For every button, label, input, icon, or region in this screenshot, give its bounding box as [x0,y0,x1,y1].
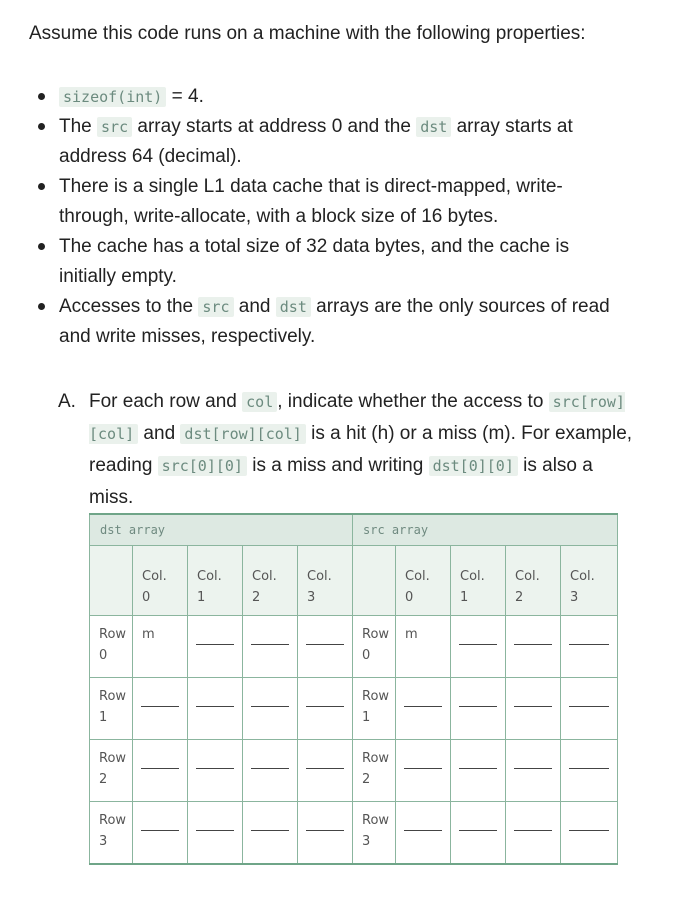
col-word: Col. [570,569,595,584]
text: , indicate whether the access to [277,391,549,412]
dst-r0-c0-answer: m [133,616,188,678]
row-header [353,678,396,740]
row-header [353,740,396,802]
col-header [243,546,298,616]
row-number: 2 [362,772,371,787]
text: array starts at address 0 and the [132,116,417,137]
answer-blank[interactable] [188,802,243,864]
bullet-dot-icon [38,303,45,310]
text: and [138,423,181,444]
code-src: src [198,297,233,317]
col-word: Col. [405,569,430,584]
answer-blank[interactable] [451,740,506,802]
cache-table [89,513,618,865]
col-header [451,546,506,616]
src-array-header [353,514,618,546]
col-word: Col. [307,569,332,584]
col-word: Col. [252,569,277,584]
table-row [90,616,618,678]
row-word: Row [99,813,127,828]
question-a [58,386,638,514]
text: = 4. [166,86,204,107]
answer-blank[interactable] [561,802,618,864]
col-header [298,546,353,616]
answer-blank[interactable] [451,678,506,740]
col-number: 2 [252,590,261,605]
text: The cache has a total size of 32 data bytes, and the cache is initially empty. [59,236,570,287]
text: array starts at address 64 (decimal). [59,116,573,167]
answer-blank[interactable] [451,802,506,864]
answer-blank[interactable] [133,678,188,740]
answer-blank[interactable] [133,740,188,802]
src-r0-c0-answer: m [396,616,451,678]
answer-blank[interactable] [396,740,451,802]
row-header [90,740,133,802]
row-number: 2 [99,772,108,787]
list-item [22,292,622,352]
col-word: Col. [197,569,222,584]
bullet-dot-icon [38,93,45,100]
answer-blank[interactable] [561,678,618,740]
text: There is a single L1 data cache that is direct-mapped, write-through, write-allocate, with a block size of 16 bytes. [59,176,563,227]
col-word: Col. [460,569,485,584]
col-word: Col. [142,569,167,584]
text: is a hit (h) or a miss (m). For example, reading [89,423,633,476]
code-dst-0-0: dst[0][0] [429,456,518,476]
list-item [22,232,622,292]
col-word: Col. [515,569,540,584]
answer-blank[interactable] [243,740,298,802]
code-col: col [242,392,277,412]
text: For each row and [89,391,243,412]
answer-blank[interactable] [133,802,188,864]
column-header-row [90,546,618,616]
text: Accesses to the [59,296,199,317]
row-number: 3 [362,834,371,849]
answer-blank[interactable] [451,616,506,678]
row-number: 1 [99,710,108,725]
answer-blank[interactable] [396,678,451,740]
row-number: 1 [362,710,371,725]
answer-blank[interactable] [561,740,618,802]
row-header [353,802,396,864]
col-number: 0 [405,590,414,605]
answer-blank[interactable] [506,616,561,678]
col-number: 3 [307,590,316,605]
col-header [188,546,243,616]
col-header [561,546,618,616]
answer-blank[interactable] [506,740,561,802]
code-dst: dst [276,297,311,317]
row-word: Row [362,689,390,704]
row-word: Row [362,627,390,642]
answer-blank[interactable] [298,740,353,802]
row-word: Row [99,627,127,642]
code-src-row-col: src[row][col] [89,393,625,443]
row-word: Row [99,751,127,766]
code-dst: dst [416,117,451,137]
text: The [59,116,98,137]
col-number: 1 [197,590,206,605]
row-word: Row [362,813,390,828]
text: and [233,296,276,317]
table-row [90,740,618,802]
table-row [90,802,618,864]
answer-blank[interactable] [561,616,618,678]
row-word: Row [99,689,127,704]
code-src-0-0: src[0][0] [158,456,247,476]
question-text [89,386,638,514]
col-header [396,546,451,616]
property-list [22,82,622,352]
answer-blank[interactable] [243,616,298,678]
row-word: Row [362,751,390,766]
table-row [90,678,618,740]
col-number: 1 [460,590,469,605]
list-item [22,112,622,172]
answer-blank[interactable] [188,740,243,802]
row-header [90,802,133,864]
col-number: 0 [142,590,151,605]
text: is a miss and writing [246,455,429,476]
corner-cell [353,546,396,616]
answer-blank[interactable] [243,678,298,740]
code-dst-row-col: dst[row][col] [180,424,305,444]
code-src: src [97,117,132,137]
answer-blank[interactable] [243,802,298,864]
row-header [353,616,396,678]
text: arrays are the only sources of read and write misses, respectively. [59,296,610,347]
row-number: 3 [99,834,108,849]
corner-cell [90,546,133,616]
col-header [506,546,561,616]
src-array-label: src array [363,522,429,537]
answer-blank[interactable] [298,678,353,740]
answer-blank[interactable] [298,802,353,864]
row-header [90,678,133,740]
answer-blank[interactable] [396,802,451,864]
col-number: 2 [515,590,524,605]
bullet-dot-icon [38,183,45,190]
code-sizeof: sizeof(int) [59,87,166,107]
bullet-dot-icon [38,243,45,250]
list-item [22,82,622,112]
dst-array-header [90,514,353,546]
answer-blank[interactable] [188,616,243,678]
bullet-dot-icon [38,123,45,130]
answer-blank[interactable] [298,616,353,678]
col-header [133,546,188,616]
question-letter: A. [58,391,76,412]
answer-blank[interactable] [506,678,561,740]
row-number: 0 [362,648,371,663]
intro-text: Assume this code runs on a machine with the following properties: [29,23,586,44]
dst-array-label: dst array [100,522,166,537]
row-number: 0 [99,648,108,663]
answer-blank[interactable] [188,678,243,740]
row-header [90,616,133,678]
list-item [22,172,622,232]
text: is also a miss. [89,455,593,508]
col-number: 3 [570,590,579,605]
answer-blank[interactable] [506,802,561,864]
